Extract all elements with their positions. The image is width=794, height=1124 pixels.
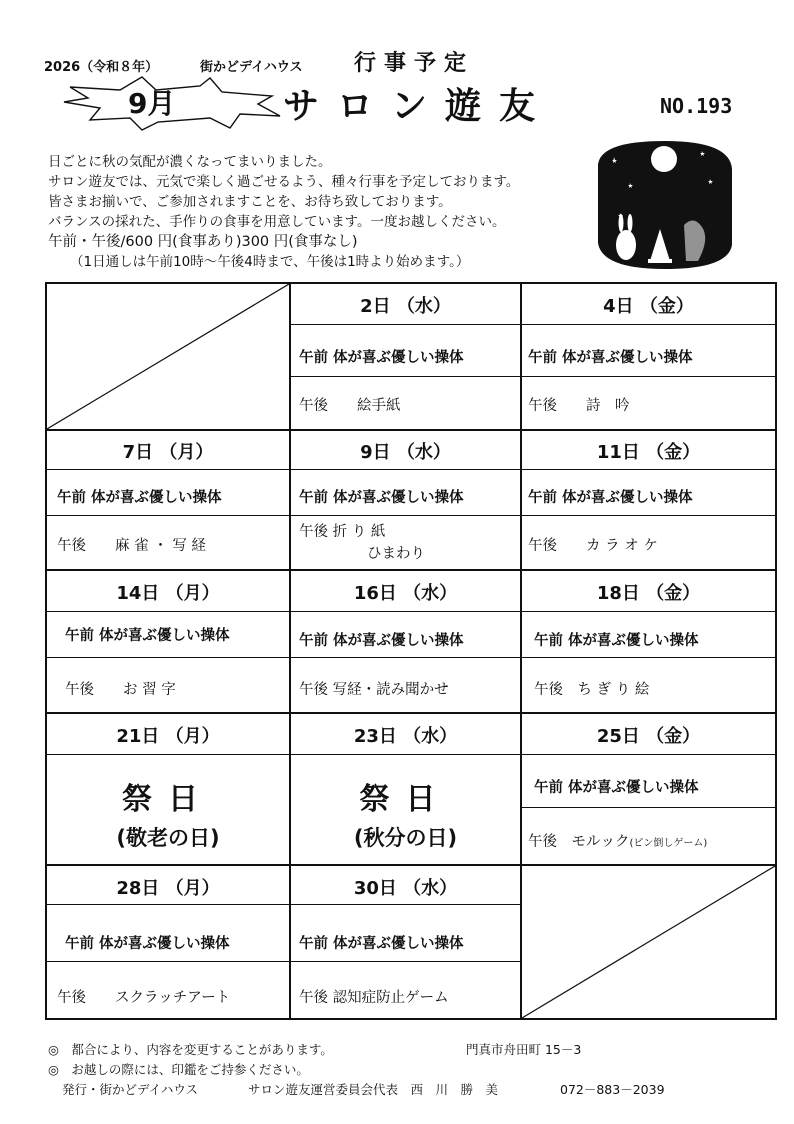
am-activity: 午前 体が喜ぶ優しい操体 (65, 628, 230, 644)
schedule-grid (45, 282, 777, 1020)
footer-phone: 072－883－2039 (560, 1082, 665, 1097)
header-org: 街かどデイハウス (200, 60, 303, 75)
date-label: 30日 （水） (353, 878, 458, 899)
am-activity: 午前 体が喜ぶ優しい操体 (534, 780, 699, 796)
header-year: 2026（令和８年） (44, 60, 159, 75)
month-title: 9月 (128, 87, 176, 120)
intro-line: （1日通しは午前10時～午後4時まで、午後は1時より始めます。） (70, 254, 470, 270)
empty-cell-diagonal (47, 284, 289, 429)
intro-line: バランスの採れた、手作りの食事を用意しています。一度お越しください。 (48, 214, 506, 230)
pm-activity: 午後 スクラッチアート (57, 990, 231, 1006)
intro-line: 午前・午後/600 円(食事あり)300 円(食事なし) (48, 234, 358, 250)
am-activity: 午前 体が喜ぶ優しい操体 (299, 633, 464, 649)
intro-line: 皆さまお揃いで、ご参加されますことを、お待ち致しております。 (48, 194, 452, 210)
date-label: 25日 （金） (596, 726, 701, 747)
footer-representative: サロン遊友運営委員会代表 西 川 勝 美 (248, 1082, 499, 1097)
issue-number: NO.193 (660, 94, 733, 118)
empty-cell-diagonal (522, 866, 775, 1018)
date-label: 2日 （水） (360, 296, 451, 317)
am-activity: 午前 体が喜ぶ優しい操体 (528, 350, 693, 366)
footer-publisher: 発行・街かどデイハウス (62, 1082, 199, 1097)
pm-activity: 午後 麻 雀 ・ 写 経 (57, 538, 206, 554)
intro-line: サロン遊友では、元気で楽しく過ごせるよう、種々行事を予定しております。 (48, 174, 520, 190)
pm-activity: 午後 ち ぎ り 絵 (534, 682, 650, 698)
pm-activity: 午後 写経・読み聞かせ (299, 682, 449, 698)
date-label: 11日 （金） (596, 442, 701, 463)
date-label: 28日 （月） (116, 878, 220, 899)
pm-activity: 午後 詩 吟 (528, 398, 630, 414)
pm-activity-name: 午後 モルック (528, 834, 630, 850)
am-activity: 午前 体が喜ぶ優しい操体 (57, 490, 222, 506)
footer-address: 門真市舟田町 15－3 (466, 1042, 582, 1057)
date-label: 18日 （金） (596, 583, 701, 604)
page-title: サロン遊友 (283, 86, 554, 127)
am-activity: 午前 体が喜ぶ優しい操体 (65, 936, 230, 952)
header-label: 行事予定 (354, 51, 475, 76)
pm-activity: 午後 カ ラ オ ケ (528, 538, 658, 554)
pm-activity: 午後 折 り 紙 (299, 524, 386, 540)
date-label: 16日 （水） (353, 583, 458, 604)
pm-activity: 午後 お 習 字 (65, 682, 176, 698)
date-label: 14日 （月） (116, 583, 220, 604)
date-label: 21日 （月） (116, 726, 220, 747)
am-activity: 午前 体が喜ぶ優しい操体 (299, 490, 464, 506)
intro-text (48, 152, 608, 272)
holiday-name: (秋分の日) (353, 826, 458, 850)
am-activity: 午前 体が喜ぶ優しい操体 (299, 936, 464, 952)
am-activity: 午前 体が喜ぶ優しい操体 (299, 350, 464, 366)
holiday-label: 祭日 (122, 782, 214, 817)
pm-activity (528, 830, 707, 851)
pm-activity: 午後 認知症防止ゲーム (299, 990, 449, 1006)
date-label: 7日 （月） (122, 442, 214, 463)
am-activity: 午前 体が喜ぶ優しい操体 (528, 490, 693, 506)
date-label: 9日 （水） (360, 442, 451, 463)
holiday-name: (敬老の日) (116, 826, 220, 850)
intro-line: 日ごとに秋の気配が濃くなってまいりました。 (48, 154, 332, 170)
footer-note-seal: ◎ お越しの際には、印鑑をご持参ください。 (48, 1062, 309, 1077)
pm-activity: 午後 絵手紙 (299, 398, 401, 414)
date-label: 23日 （水） (353, 726, 458, 747)
footer-note-change: ◎ 都合により、内容を変更することがあります。 (48, 1042, 333, 1057)
am-activity: 午前 体が喜ぶ優しい操体 (534, 633, 699, 649)
pm-activity-detail: ひまわり (367, 546, 425, 562)
holiday-label: 祭日 (359, 782, 452, 817)
date-label: 4日 （金） (603, 296, 694, 317)
pm-activity-note: (ピン倒しゲーム) (629, 838, 708, 849)
moon-viewing-illustration (590, 135, 740, 273)
